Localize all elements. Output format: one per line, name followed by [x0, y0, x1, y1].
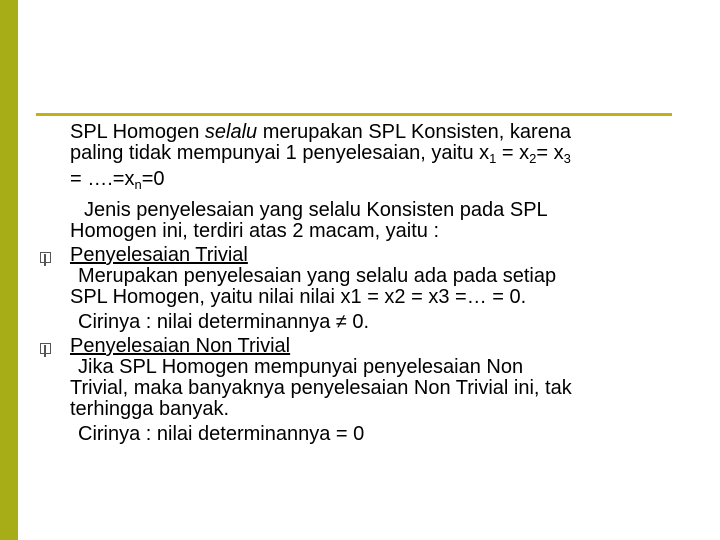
checkbox-bullet-icon [40, 252, 51, 263]
title-divider-line [36, 113, 672, 116]
bullet-trivial-line1: Merupakan penyelesaian yang selalu ada pada setiap [78, 265, 557, 287]
para1-sub3: 3 [563, 151, 571, 166]
bullet-nontrivial-line4: Cirinya : nilai determinannya = 0 [78, 423, 365, 445]
para1-text-post-b: paling tidak mempunyai 1 penyelesaian, yaitu x [70, 142, 490, 164]
paragraph-solution-types [70, 200, 690, 242]
bullet-trivial-label: Penyelesaian Trivial [70, 244, 248, 266]
para2-line1: Jenis penyelesaian yang selalu Konsisten pada SPL [84, 199, 548, 221]
para1-mid2: = x [536, 142, 564, 164]
left-accent-bar [0, 0, 18, 540]
para1-line3 [70, 169, 690, 195]
slide-body [70, 122, 690, 445]
bullet-nontrivial-line2: Trivial, maka banyaknya penyelesaian Non Trivial ini, tak [70, 377, 572, 399]
para1-line1 [70, 122, 690, 143]
para1-text-pre: SPL Homogen [70, 121, 205, 143]
paragraph-homogen-consistent [70, 122, 690, 195]
bullet-nontrivial-label: Penyelesaian Non Trivial [70, 335, 291, 357]
para1-text-post-a: merupakan SPL Konsisten, karena [257, 121, 572, 143]
bullet-nontrivial-line3: terhingga banyak. [70, 398, 230, 420]
para1-line2 [70, 143, 690, 169]
para1-line3-pre: = ….=x [70, 168, 135, 190]
para1-sub1: 1 [489, 151, 497, 166]
para1-italic-word: selalu [204, 121, 258, 143]
para1-line3-post: =0 [141, 168, 165, 190]
bullet-trivial-line2: SPL Homogen, yaitu nilai nilai x1 = x2 = x3 =… = 0. [70, 286, 527, 308]
para1-mid1: = x [496, 142, 530, 164]
para1-sub2: 2 [529, 151, 537, 166]
para1-subn: n [134, 177, 142, 192]
bullet-item-trivial [70, 245, 690, 333]
checkbox-bullet-icon [40, 343, 51, 354]
bullet-nontrivial-line1: Jika SPL Homogen mempunyai penyelesaian Non [78, 356, 524, 378]
bullet-item-non-trivial [70, 336, 690, 445]
bullet-trivial-line3: Cirinya : nilai determinannya ≠ 0. [78, 311, 370, 333]
para2-line2: Homogen ini, terdiri atas 2 macam, yaitu : [70, 220, 440, 242]
